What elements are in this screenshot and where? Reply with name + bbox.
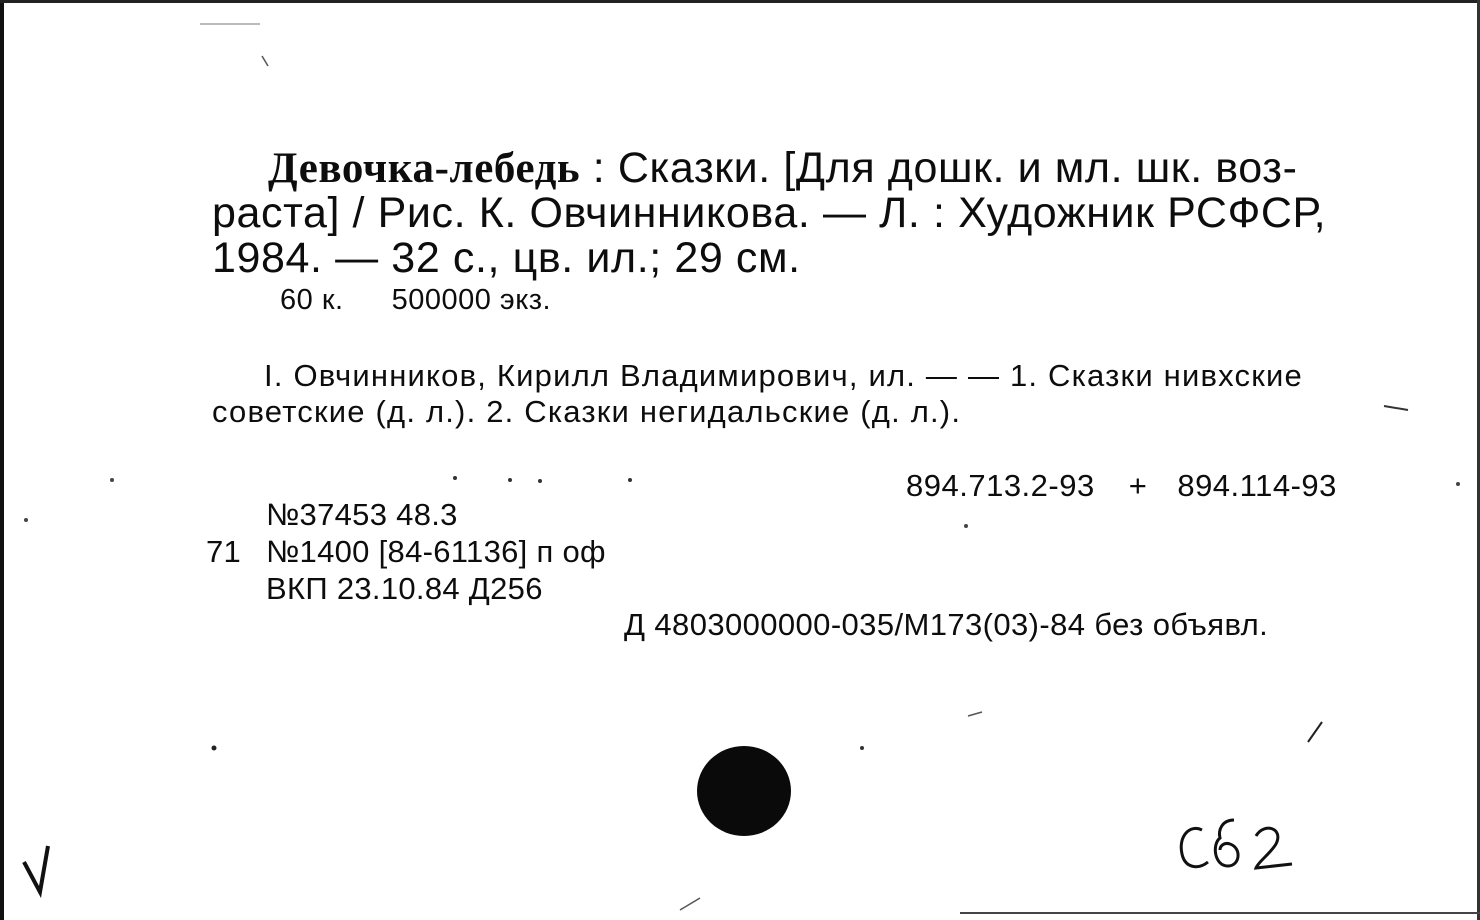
price: 60 к. [280,284,344,316]
bibliographic-description [212,146,1392,281]
meta-row-3: ВКП 23.10.84 Д256 [266,571,543,606]
meta-row-2-text: №1400 [84-61136] п оф [266,534,606,569]
udc-plus: + [1128,468,1148,503]
tracings [212,358,1412,430]
udc-left: 894.713.2-93 [906,468,1095,503]
title-line-1-rest: : Сказки. [Для дошк. и мл. шк. воз- [580,144,1298,192]
classification-codes [906,468,1337,504]
title-bold: Девочка-лебедь [268,145,581,192]
tracings-line-2: советские (д. л.). 2. Сказки негидальские (д. л.). [212,394,962,429]
card-edge-bottom [960,912,1480,914]
card-edge-left [0,0,4,920]
udc-right: 894.114-93 [1177,468,1337,503]
title-line-2: раста] / Рис. К. Овчинникова. — Л. : Художник РСФСР, [212,189,1327,237]
card-edge-top [0,0,1480,3]
print-run: 500000 экз. [391,284,552,316]
meta-row-1: №37453 48.3 [266,497,458,532]
punch-hole [697,746,791,836]
title-line-3: 1984. — 32 с., цв. ил.; 29 см. [212,234,801,282]
check-icon [18,838,68,898]
price-and-print-run [280,284,551,317]
meta-row-2-lead: 71 [206,534,242,569]
card-meta [206,496,606,607]
title-line-1 [212,146,1392,191]
bbk-line: Д 4803000000-035/М173(03)-84 без объявл. [624,607,1269,642]
handwritten-note [1172,808,1302,878]
meta-row-2 [206,533,606,570]
tracings-line-1: I. Овчинников, Кирилл Владимирович, ил. — — 1. Сказки нивхские [264,358,1303,393]
